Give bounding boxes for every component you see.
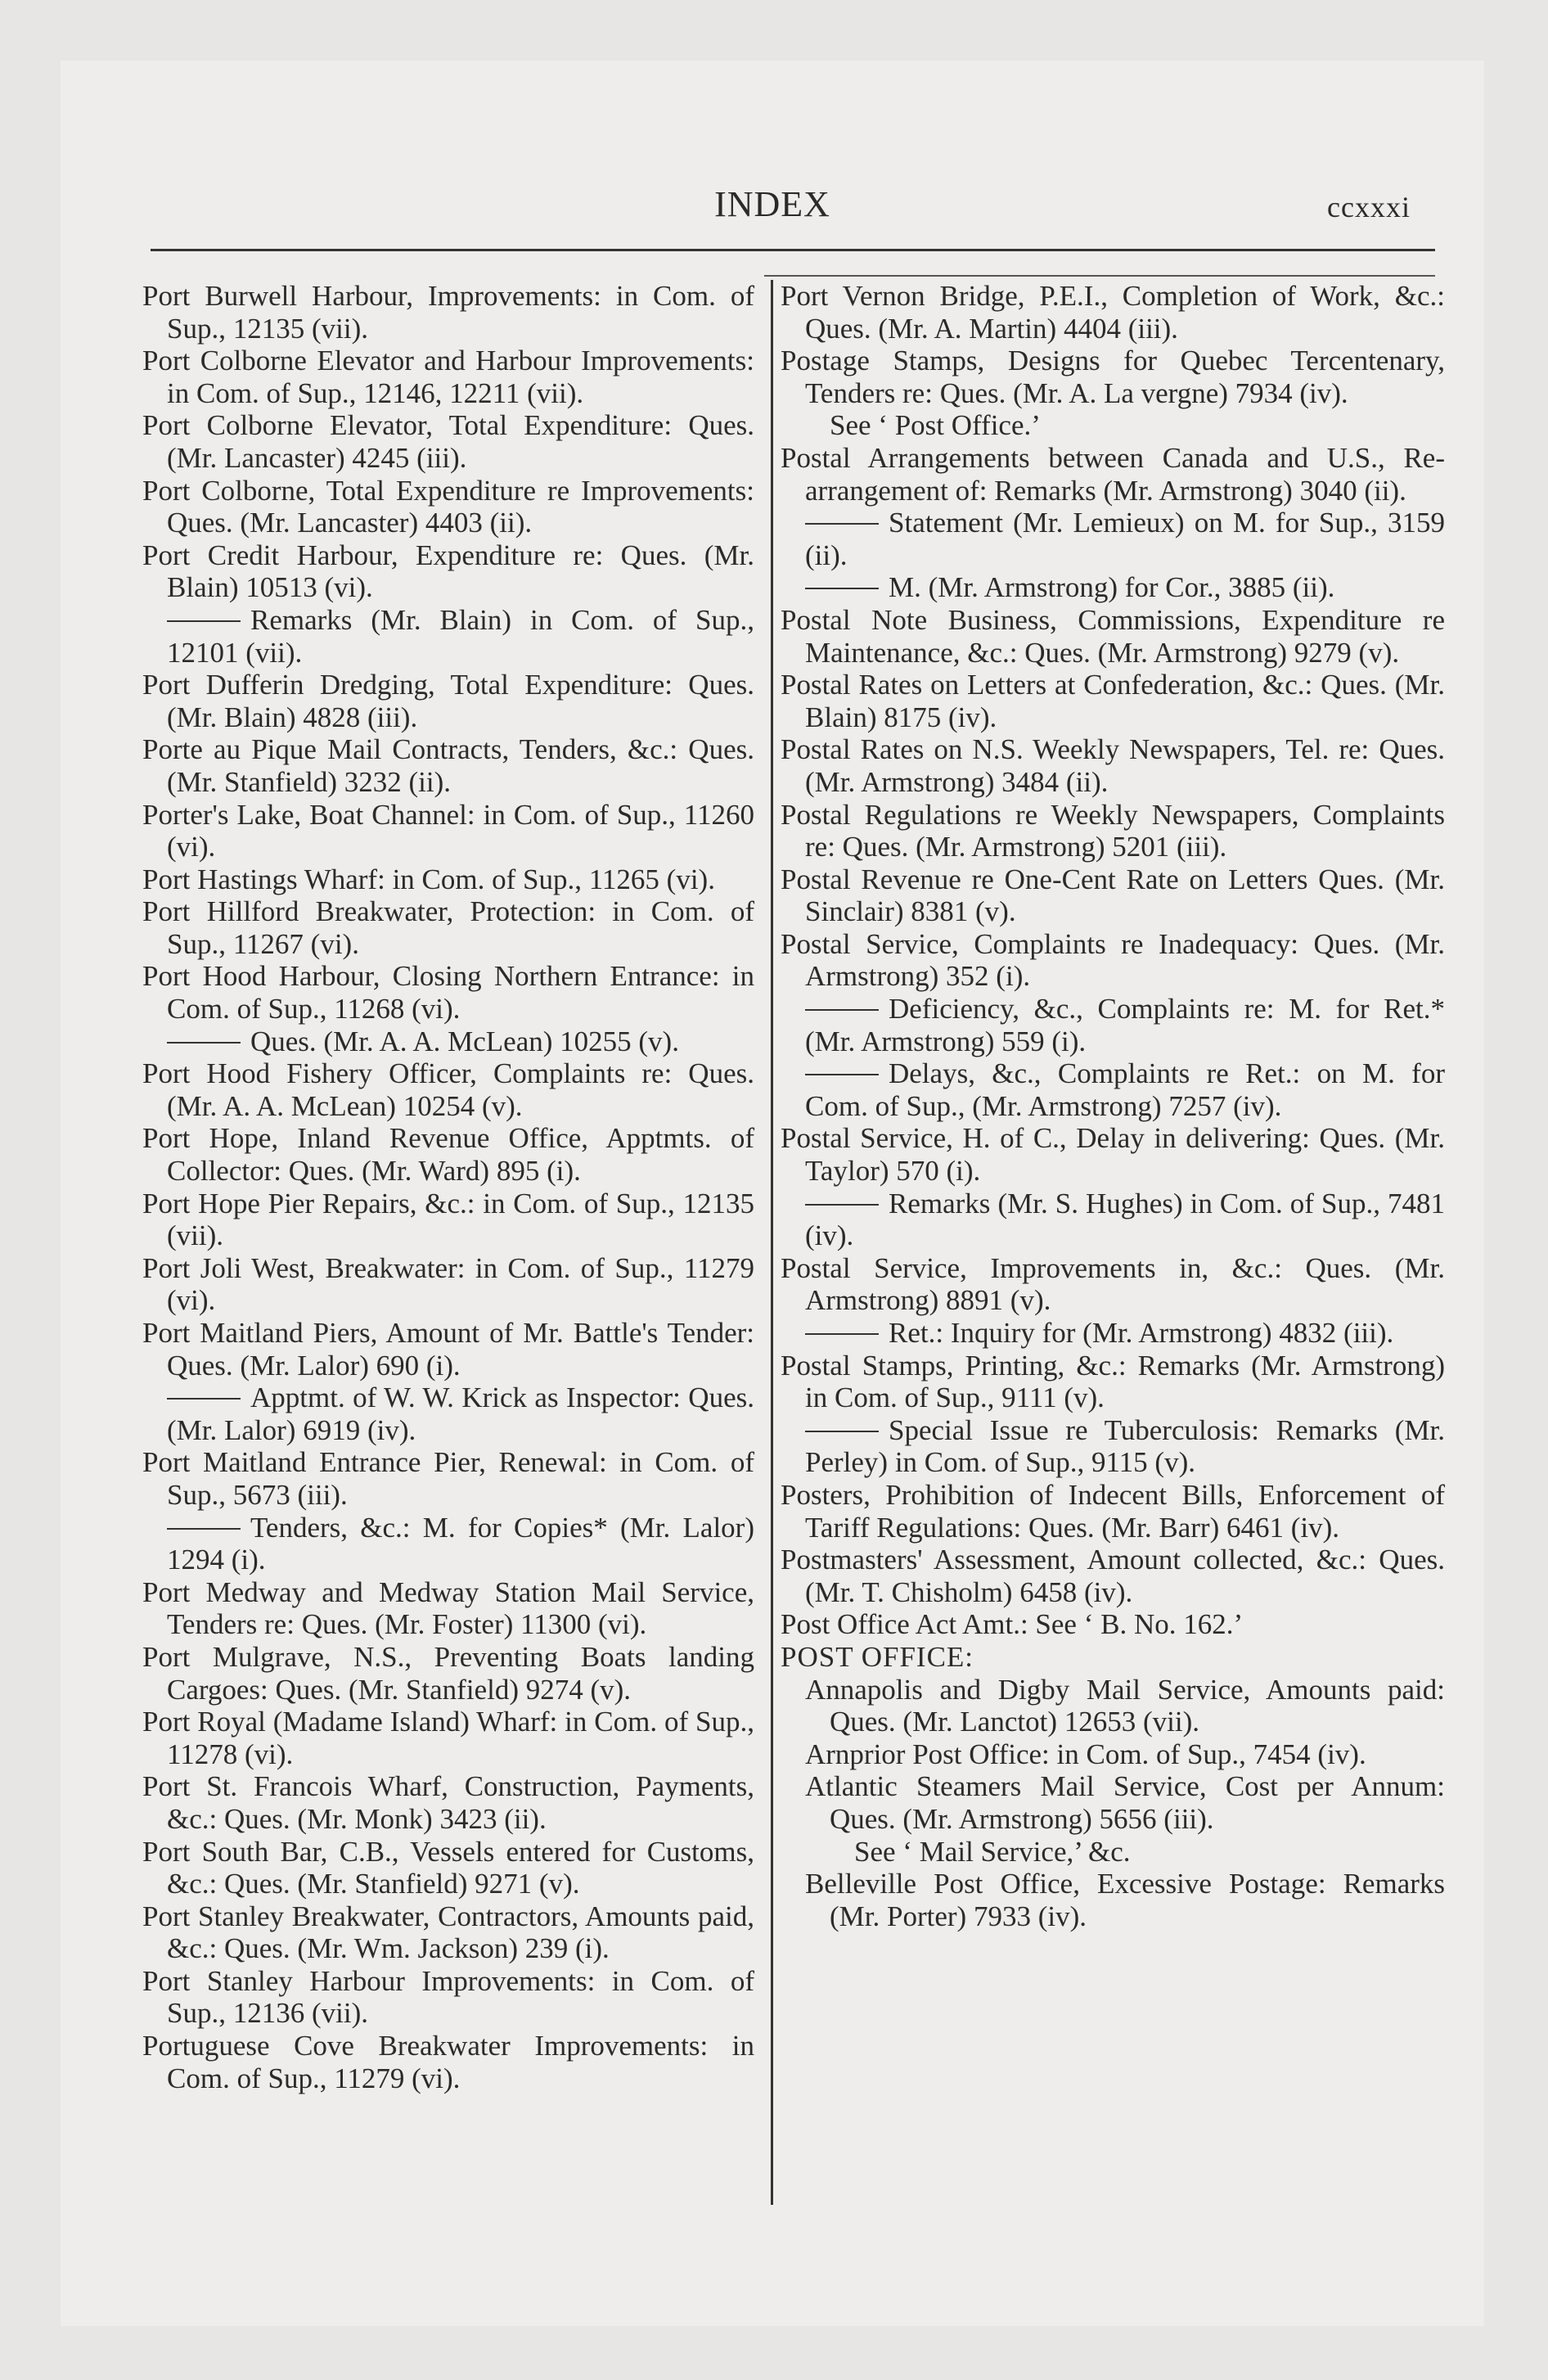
index-entry	[781, 863, 1445, 928]
entry-text: Port Medway and Medway Station Mail Service, Tenders re: Ques. (Mr. Foster) 11300 (vi).	[142, 1575, 754, 1641]
entry-text: Postmasters' Assessment, Amount collected, &c.: Ques. (Mr. T. Chisholm) 6458 (iv).	[781, 1544, 1445, 1608]
index-entry	[781, 1252, 1445, 1317]
index-entry	[781, 409, 1445, 442]
entry-text: Port Hood Harbour, Closing Northern Entrance: in Com. of Sup., 11268 (vi).	[142, 960, 754, 1025]
entry-text: Postage Stamps, Designs for Quebec Tercentenary, Tenders re: Ques. (Mr. A. La vergne) 7934 (iv).	[781, 345, 1445, 409]
right-column	[781, 280, 1445, 1932]
index-subentry	[781, 1317, 1445, 1350]
entry-text: Postal Service, Complaints re Inadequacy: Ques. (Mr. Armstrong) 352 (i).	[781, 927, 1445, 993]
index-entry	[142, 863, 754, 896]
entry-text: Ques. (Mr. A. A. McLean) 10255 (v).	[250, 1025, 679, 1057]
header-rule-right	[764, 275, 1435, 277]
index-entry	[142, 1706, 754, 1770]
entry-text: Deficiency, &c., Complaints re: M. for Ret.* (Mr. Armstrong) 559 (i).	[805, 993, 1445, 1057]
ditto-dash	[167, 1528, 241, 1530]
post-office-heading: POST OFFICE:	[781, 1640, 974, 1673]
index-entry	[142, 669, 754, 733]
post-office-item	[781, 1674, 1445, 1738]
entry-text: Ret.: Inquiry for (Mr. Armstrong) 4832 (iii).	[889, 1317, 1394, 1349]
entry-text: Postal Arrangements between Canada and U.S., Re-arrangement of: Remarks (Mr. Armstrong) 3040 (ii).	[781, 441, 1445, 507]
entry-text: Port Burwell Harbour, Improvements: in Com. of Sup., 12135 (vii).	[142, 280, 754, 345]
index-subentry	[781, 1057, 1445, 1122]
page-number: ccxxxi	[1327, 191, 1411, 223]
index-entry	[142, 895, 754, 960]
entry-text: Posters, Prohibition of Indecent Bills, Enforcement of Tariff Regulations: Ques. (Mr. Barr) 6461 (iv).	[781, 1478, 1445, 1544]
entry-text: Postal Note Business, Commissions, Expenditure re Maintenance, &c.: Ques. (Mr. Armstrong) 9279 (v).	[781, 603, 1445, 669]
index-entry	[142, 1641, 754, 1706]
entry-text: Postal Stamps, Printing, &c.: Remarks (Mr. Armstrong) in Com. of Sup., 9111 (v).	[781, 1349, 1445, 1414]
entry-text: Port Colborne Elevator, Total Expenditure: Ques. (Mr. Lancaster) 4245 (iii).	[142, 409, 754, 474]
entry-text: Atlantic Steamers Mail Service, Cost per Annum: Ques. (Mr. Armstrong) 5656 (iii).	[805, 1770, 1445, 1835]
index-subentry	[781, 1414, 1445, 1479]
index-entry	[781, 733, 1445, 798]
entry-text: Port Hillford Breakwater, Protection: in Com. of Sup., 11267 (vi).	[142, 895, 754, 960]
entry-text: Port Hope Pier Repairs, &c.: in Com. of Sup., 12135 (vii).	[142, 1187, 754, 1252]
entry-text: Special Issue re Tuberculosis: Remarks (Mr. Perley) in Com. of Sup., 9115 (v).	[805, 1413, 1445, 1479]
index-entry	[142, 1252, 754, 1317]
page-title: INDEX	[714, 184, 830, 224]
right-column-entries	[781, 280, 1445, 1641]
index-entry	[781, 928, 1445, 993]
entry-text: Postal Revenue re One-Cent Rate on Letters Ques. (Mr. Sinclair) 8381 (v).	[781, 863, 1445, 928]
ditto-dash	[805, 523, 879, 525]
post-office-item	[781, 1770, 1445, 1835]
index-entry	[142, 345, 754, 409]
entry-text: Post Office Act Amt.: See ‘ B. No. 162.’	[781, 1608, 1244, 1641]
entry-text: Port Dufferin Dredging, Total Expenditure: Ques. (Mr. Blain) 4828 (iii).	[142, 669, 754, 733]
index-entry	[142, 960, 754, 1025]
entry-text: Port Hope, Inland Revenue Office, Apptmts. of Collector: Ques. (Mr. Ward) 895 (i).	[142, 1122, 754, 1188]
index-entry	[781, 1608, 1445, 1641]
ditto-dash	[167, 1042, 241, 1044]
entry-text: Port Mulgrave, N.S., Preventing Boats landing Cargoes: Ques. (Mr. Stanfield) 9274 (v).	[142, 1640, 754, 1706]
column-divider	[771, 280, 773, 2205]
index-entry	[781, 1544, 1445, 1608]
index-entry	[781, 442, 1445, 507]
index-subentry	[142, 1512, 754, 1576]
left-column	[142, 280, 754, 2094]
index-subentry	[142, 1382, 754, 1446]
entry-text: Apptmt. of W. W. Krick as Inspector: Ques. (Mr. Lalor) 6919 (iv).	[167, 1382, 754, 1446]
post-office-item	[781, 1868, 1445, 1932]
ditto-dash	[805, 588, 879, 589]
entry-text: Port Credit Harbour, Expenditure re: Ques. (Mr. Blain) 10513 (vi).	[142, 539, 754, 604]
ditto-dash	[805, 1204, 879, 1206]
entry-text: Port Stanley Breakwater, Contractors, Amounts paid, &c.: Ques. (Mr. Wm. Jackson) 239 (i).	[142, 1900, 754, 1965]
index-entry	[781, 604, 1445, 669]
entry-text: See ‘ Post Office.’	[830, 409, 1041, 442]
entry-text: See ‘ Mail Service,’ &c.	[854, 1835, 1131, 1868]
entry-text: Postal Service, Improvements in, &c.: Ques. (Mr. Armstrong) 8891 (v).	[781, 1251, 1445, 1317]
index-subentry	[781, 507, 1445, 571]
entry-text: Porter's Lake, Boat Channel: in Com. of Sup., 11260 (vi).	[142, 798, 754, 863]
index-entry	[781, 1479, 1445, 1544]
entry-text: Port Hastings Wharf: in Com. of Sup., 11265 (vi).	[142, 863, 715, 895]
index-entry	[142, 409, 754, 474]
entry-text: Delays, &c., Complaints re Ret.: on M. for Com. of Sup., (Mr. Armstrong) 7257 (iv).	[805, 1057, 1445, 1122]
ditto-dash	[805, 1074, 879, 1075]
post-office-item	[781, 1836, 1445, 1868]
entry-text: Postal Service, H. of C., Delay in delivering: Ques. (Mr. Taylor) 570 (i).	[781, 1122, 1445, 1188]
ditto-dash	[805, 1009, 879, 1011]
entry-text: M. (Mr. Armstrong) for Cor., 3885 (ii).	[889, 571, 1335, 604]
entry-text: Portuguese Cove Breakwater Improvements: in Com. of Sup., 11279 (vi).	[142, 2030, 754, 2094]
entry-text: Port South Bar, C.B., Vessels entered for Customs, &c.: Ques. (Mr. Stanfield) 9271 (v).	[142, 1835, 754, 1900]
entry-text: Postal Rates on Letters at Confederation, &c.: Ques. (Mr. Blain) 8175 (iv).	[781, 669, 1445, 733]
index-entry	[781, 799, 1445, 863]
index-entry	[781, 1122, 1445, 1187]
index-entry	[142, 1836, 754, 1900]
index-subentry	[781, 571, 1445, 604]
index-entry	[142, 1188, 754, 1252]
entry-text: Port Colborne, Total Expenditure re Improvements: Ques. (Mr. Lancaster) 4403 (ii).	[142, 474, 754, 539]
entry-text: Tenders, &c.: M. for Copies* (Mr. Lalor) 1294 (i).	[167, 1511, 754, 1576]
ditto-dash	[167, 620, 241, 622]
index-entry	[142, 1576, 754, 1641]
index-entry	[142, 1446, 754, 1511]
index-subentry	[142, 1025, 754, 1058]
post-office-items	[781, 1674, 1445, 1933]
index-entry	[781, 280, 1445, 345]
entry-text: Port St. Francois Wharf, Construction, Payments, &c.: Ques. (Mr. Monk) 3423 (ii).	[142, 1770, 754, 1835]
entry-text: Remarks (Mr. Blain) in Com. of Sup., 12101 (vii).	[167, 603, 754, 669]
index-entry	[142, 1057, 754, 1122]
post-office-item	[781, 1738, 1445, 1771]
index-entry	[142, 2030, 754, 2094]
index-entry	[142, 475, 754, 539]
index-entry	[142, 1900, 754, 1965]
index-entry	[781, 345, 1445, 409]
entry-text: Postal Rates on N.S. Weekly Newspapers, Tel. re: Ques. (Mr. Armstrong) 3484 (ii).	[781, 733, 1445, 798]
index-page	[61, 61, 1484, 2326]
entry-text: Port Hood Fishery Officer, Complaints re: Ques. (Mr. A. A. McLean) 10254 (v).	[142, 1057, 754, 1122]
entry-text: Remarks (Mr. S. Hughes) in Com. of Sup., 7481 (iv).	[805, 1187, 1445, 1252]
entry-text: Port Stanley Harbour Improvements: in Com. of Sup., 12136 (vii).	[142, 1964, 754, 2030]
entry-text: Arnprior Post Office: in Com. of Sup., 7454 (iv).	[805, 1738, 1366, 1770]
index-entry	[781, 669, 1445, 733]
ditto-dash	[167, 1398, 241, 1400]
index-entry	[142, 1122, 754, 1187]
entry-text: Annapolis and Digby Mail Service, Amounts paid: Ques. (Mr. Lanctot) 12653 (vii).	[805, 1673, 1445, 1738]
entry-text: Port Vernon Bridge, P.E.I., Completion of Work, &c.: Ques. (Mr. A. Martin) 4404 (iii).	[781, 280, 1445, 345]
index-entry	[142, 1317, 754, 1382]
entry-text: Porte au Pique Mail Contracts, Tenders, &c.: Ques. (Mr. Stanfield) 3232 (ii).	[142, 733, 754, 798]
index-entry	[142, 799, 754, 863]
entry-text: Port Royal (Madame Island) Wharf: in Com. of Sup., 11278 (vi).	[142, 1706, 754, 1770]
entry-text: Port Maitland Entrance Pier, Renewal: in Com. of Sup., 5673 (iii).	[142, 1446, 754, 1511]
index-entry	[142, 539, 754, 604]
index-subentry	[142, 604, 754, 669]
index-entry	[142, 280, 754, 345]
entry-text: Belleville Post Office, Excessive Postage: Remarks (Mr. Porter) 7933 (iv).	[805, 1868, 1445, 1932]
ditto-dash	[805, 1431, 879, 1432]
ditto-dash	[805, 1333, 879, 1335]
entry-text: Statement (Mr. Lemieux) on M. for Sup., 3159 (ii).	[805, 507, 1445, 571]
index-entry	[781, 1350, 1445, 1414]
index-entry	[142, 733, 754, 798]
index-subentry	[781, 1188, 1445, 1252]
entry-text: Port Colborne Elevator and Harbour Improvements: in Com. of Sup., 12146, 12211 (vii).	[142, 345, 754, 409]
entry-text: Postal Regulations re Weekly Newspapers, Complaints re: Ques. (Mr. Armstrong) 5201 (iii).	[781, 798, 1445, 863]
entry-text: Port Joli West, Breakwater: in Com. of Sup., 11279 (vi).	[142, 1251, 754, 1317]
entry-text: Port Maitland Piers, Amount of Mr. Battle's Tender: Ques. (Mr. Lalor) 690 (i).	[142, 1317, 754, 1382]
header-rule	[151, 249, 1435, 251]
index-entry	[142, 1965, 754, 2030]
index-subentry	[781, 993, 1445, 1057]
index-entry	[142, 1770, 754, 1835]
